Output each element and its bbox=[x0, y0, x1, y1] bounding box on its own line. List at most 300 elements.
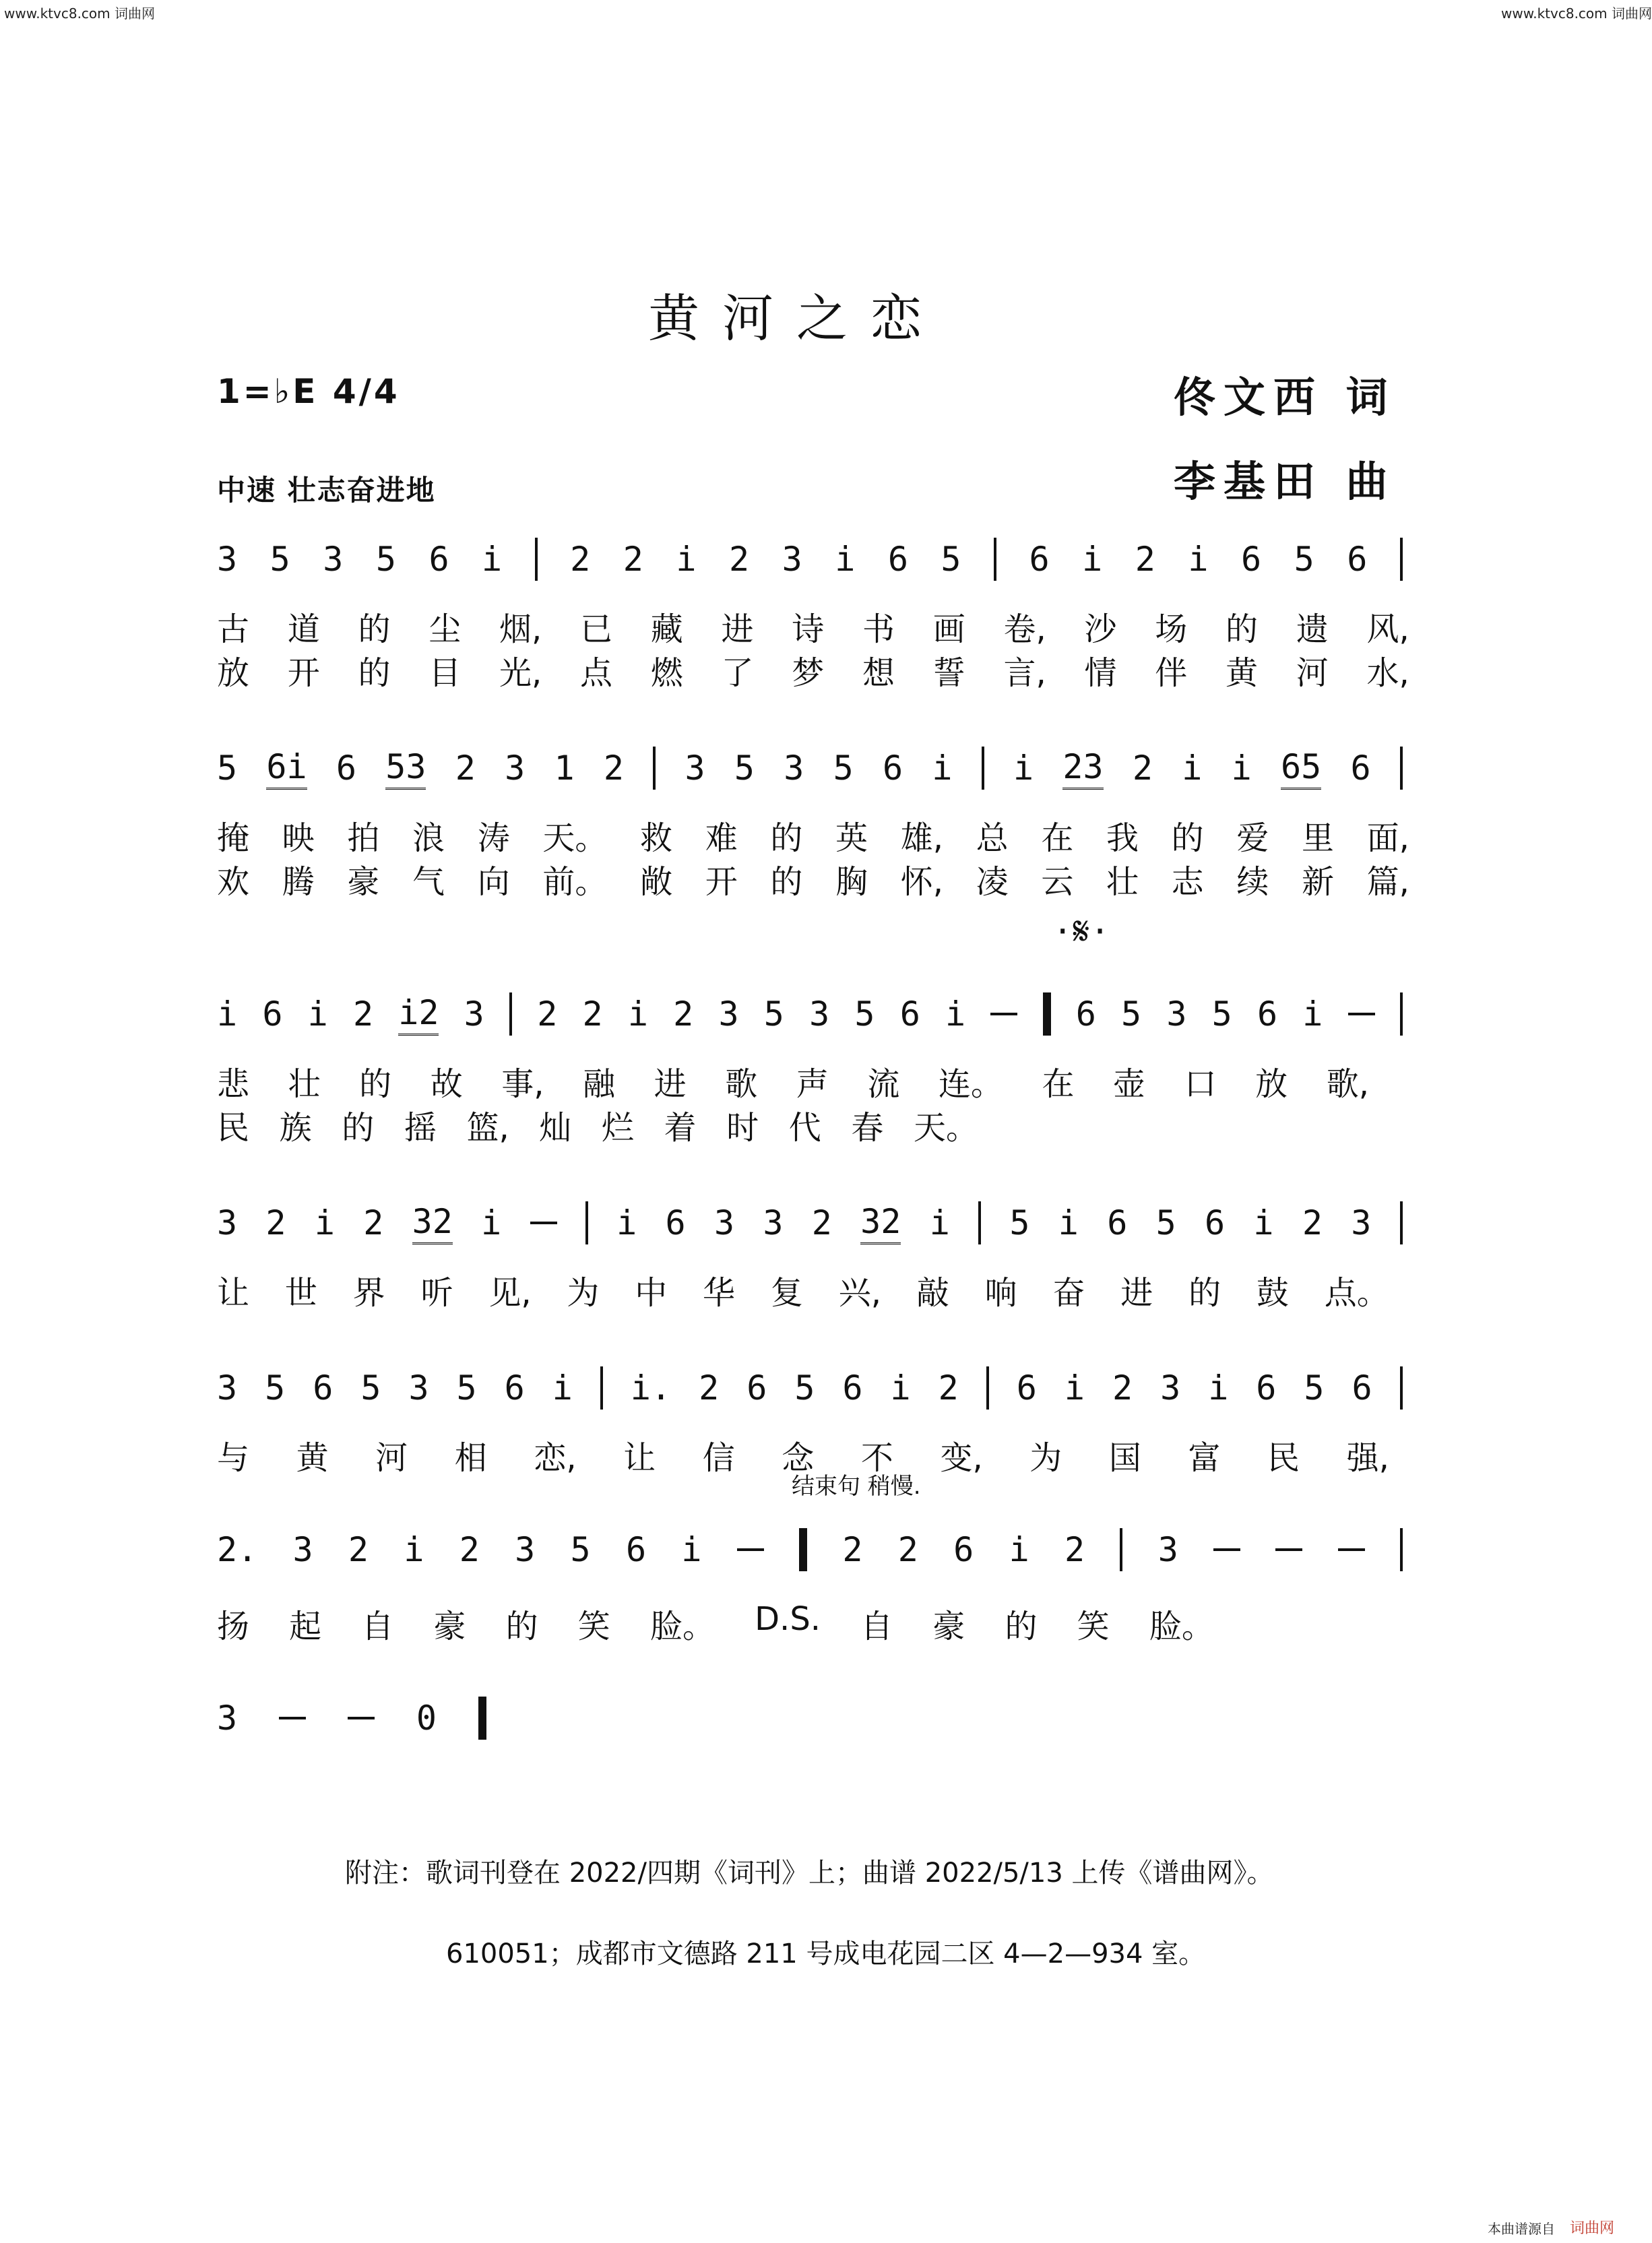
lyric-syllable: 英 bbox=[835, 819, 868, 857]
note: 2 bbox=[811, 1203, 832, 1242]
lyric-syllable: 光, bbox=[499, 654, 542, 692]
note: i bbox=[890, 1368, 911, 1408]
lyric-syllable: 让 bbox=[217, 1274, 250, 1312]
lyric-syllable: 界 bbox=[352, 1274, 385, 1312]
lyric-syllable: 脸。 bbox=[1149, 1608, 1214, 1645]
note: i bbox=[1082, 540, 1103, 579]
lyric-syllable: 的 bbox=[1171, 819, 1204, 857]
note: 32 bbox=[860, 1202, 901, 1244]
note: 1 bbox=[554, 749, 575, 788]
lyric-syllable: 时 bbox=[726, 1109, 759, 1147]
note: 3 bbox=[718, 994, 739, 1034]
lyric-syllable: 民 bbox=[1267, 1439, 1300, 1477]
note: i bbox=[1302, 994, 1323, 1034]
note: 5 bbox=[1009, 1203, 1030, 1242]
barline bbox=[585, 1201, 588, 1244]
lyric-syllable: 已 bbox=[580, 610, 613, 648]
note: 2 bbox=[1135, 540, 1155, 579]
note: 3 bbox=[217, 1699, 238, 1738]
lyric-syllable: 歌 bbox=[725, 1065, 758, 1103]
lyrics-row-3-verse-2 bbox=[217, 1102, 978, 1148]
note: 2 bbox=[348, 1530, 369, 1569]
lyric-syllable: 春 bbox=[851, 1109, 884, 1147]
note: 0 bbox=[416, 1699, 437, 1738]
sustain-dash bbox=[530, 1222, 557, 1224]
lyric-syllable: 怀, bbox=[900, 863, 943, 901]
note: i. bbox=[630, 1368, 672, 1408]
note: 5 bbox=[269, 540, 290, 579]
sustain-dash bbox=[737, 1548, 764, 1551]
note: 5 bbox=[1304, 1368, 1325, 1408]
note: 2 bbox=[938, 1368, 959, 1408]
note: 6 bbox=[1257, 994, 1278, 1034]
lyric-syllable: 河 bbox=[1296, 654, 1329, 692]
sustain-dash bbox=[1275, 1548, 1302, 1551]
lyric-syllable: 连。 bbox=[938, 1065, 1003, 1103]
note: 3 bbox=[782, 540, 802, 579]
note: i bbox=[1231, 749, 1252, 788]
lyric-syllable: 新 bbox=[1302, 863, 1335, 901]
lyric-syllable: 开 bbox=[705, 863, 738, 901]
note: 3 bbox=[323, 540, 344, 579]
lyric-syllable: 在 bbox=[1042, 1065, 1075, 1103]
note: 2 bbox=[728, 540, 750, 579]
footer-address: 610051；成都市文德路 211 号成电花园二区 4—2—934 室。 bbox=[446, 1938, 1206, 1969]
notation-row-1 bbox=[217, 532, 1403, 586]
notation-row-3 bbox=[217, 987, 1403, 1041]
lyric-syllable: 敲 bbox=[916, 1274, 949, 1312]
note: 6 bbox=[1075, 994, 1096, 1034]
note: i bbox=[404, 1530, 424, 1569]
note: i bbox=[1188, 540, 1209, 579]
note: 3 bbox=[515, 1530, 536, 1569]
lyric-syllable: 总 bbox=[976, 819, 1009, 857]
lyric-syllable: 让 bbox=[623, 1439, 656, 1477]
lyric-syllable: 难 bbox=[705, 819, 738, 857]
barline bbox=[1043, 992, 1051, 1036]
note: 6 bbox=[665, 1203, 686, 1242]
lyric-syllable: 与 bbox=[217, 1439, 250, 1477]
note: 2 bbox=[582, 994, 603, 1034]
note: 2 bbox=[459, 1530, 480, 1569]
barline bbox=[982, 747, 984, 790]
note: 3 bbox=[809, 994, 830, 1034]
note: 6 bbox=[899, 994, 920, 1034]
note: 6 bbox=[262, 994, 283, 1034]
note: 6 bbox=[953, 1530, 974, 1569]
note: 3 bbox=[685, 749, 705, 788]
lyric-syllable: 脸。 bbox=[649, 1608, 715, 1645]
note: 2 bbox=[363, 1203, 384, 1242]
note: 6 bbox=[1347, 540, 1368, 579]
note: 32 bbox=[412, 1202, 453, 1244]
lyric-syllable: 篮, bbox=[466, 1109, 509, 1147]
note: i bbox=[482, 540, 503, 579]
lyric-syllable: 书 bbox=[862, 610, 895, 648]
barline bbox=[600, 1366, 603, 1410]
barline bbox=[509, 992, 512, 1036]
lyric-syllable: 的 bbox=[358, 610, 391, 648]
lyric-syllable: 摇 bbox=[404, 1109, 437, 1147]
lyric-syllable: 烟, bbox=[499, 610, 542, 648]
lyric-syllable: 不 bbox=[860, 1439, 893, 1477]
barline bbox=[1400, 1528, 1403, 1571]
note: 5 bbox=[833, 749, 854, 788]
lyric-syllable: 涛 bbox=[477, 819, 510, 857]
lyric-syllable: 中 bbox=[635, 1274, 668, 1312]
note: 53 bbox=[385, 747, 426, 790]
barline bbox=[535, 538, 538, 581]
lyric-syllable: 黄 bbox=[296, 1439, 329, 1477]
note: 6 bbox=[1029, 540, 1050, 579]
lyric-syllable: 凌 bbox=[976, 863, 1009, 901]
note: 6 bbox=[1350, 749, 1371, 788]
note: 6 bbox=[1256, 1368, 1277, 1408]
lyric-syllable: 豪 bbox=[347, 863, 380, 901]
lyric-syllable: 为 bbox=[567, 1274, 600, 1312]
barline bbox=[1400, 1366, 1403, 1410]
lyric-syllable: 画 bbox=[932, 610, 965, 648]
lyric-syllable: 尘 bbox=[428, 610, 462, 648]
lyric-syllable: 道 bbox=[287, 610, 320, 648]
lyric-syllable: 爱 bbox=[1236, 819, 1269, 857]
barline bbox=[978, 1201, 981, 1244]
barline bbox=[986, 1366, 989, 1410]
note: 2 bbox=[537, 994, 558, 1034]
note: 5 bbox=[375, 540, 396, 579]
lyric-syllable: 向 bbox=[477, 863, 510, 901]
note: i bbox=[1208, 1368, 1229, 1408]
note: 3 bbox=[1166, 994, 1187, 1034]
note: 6 bbox=[882, 749, 903, 788]
note: i bbox=[932, 749, 953, 788]
note: i bbox=[1058, 1203, 1079, 1242]
barline bbox=[1400, 538, 1403, 581]
lyric-syllable: 沙 bbox=[1084, 610, 1117, 648]
note: i bbox=[1009, 1530, 1029, 1569]
note: i bbox=[217, 994, 238, 1034]
lyric-syllable: 的 bbox=[359, 1065, 392, 1103]
lyric-syllable: 笑 bbox=[577, 1608, 610, 1645]
ending-phrase-note: 结束句 稍慢. bbox=[792, 1473, 921, 1500]
lyric-syllable: 念 bbox=[782, 1439, 815, 1477]
lyric-syllable: 梦 bbox=[792, 654, 825, 692]
note: i bbox=[627, 994, 648, 1034]
note: 3 bbox=[408, 1368, 429, 1408]
watermark-top-left: www.ktvc8.com 词曲网 bbox=[4, 5, 156, 22]
note: 2 bbox=[897, 1530, 918, 1569]
lyric-syllable: 开 bbox=[287, 654, 320, 692]
lyric-syllable: 信 bbox=[702, 1439, 735, 1477]
note: 2 bbox=[1132, 749, 1153, 788]
note: 3 bbox=[1351, 1203, 1372, 1242]
sustain-dash bbox=[279, 1717, 306, 1719]
lyric-syllable: 面, bbox=[1366, 819, 1409, 857]
note: 2 bbox=[699, 1368, 720, 1408]
notation-row-5 bbox=[217, 1361, 1403, 1415]
lyric-syllable: 的 bbox=[1005, 1608, 1038, 1645]
lyric-syllable: 敞 bbox=[640, 863, 673, 901]
lyric-syllable: 变, bbox=[940, 1439, 983, 1477]
note: 3 bbox=[464, 994, 484, 1034]
lyric-syllable: 天。 bbox=[913, 1109, 978, 1147]
lyric-syllable: 腾 bbox=[282, 863, 315, 901]
lyric-syllable: 的 bbox=[358, 654, 391, 692]
lyric-syllable: 的 bbox=[342, 1109, 375, 1147]
lyric-syllable: 的 bbox=[505, 1608, 538, 1645]
lyric-syllable: 天。 bbox=[542, 819, 608, 857]
lyric-syllable: 雄, bbox=[900, 819, 943, 857]
note: 6 bbox=[887, 540, 908, 579]
lyric-syllable: 放 bbox=[1255, 1065, 1288, 1103]
watermark-top-right: www.ktvc8.com 词曲网 bbox=[1501, 5, 1652, 22]
note: 5 bbox=[217, 749, 238, 788]
note: 6 bbox=[1205, 1203, 1226, 1242]
note: 5 bbox=[570, 1530, 591, 1569]
note: 3 bbox=[713, 1203, 735, 1242]
note: 3 bbox=[292, 1530, 313, 1569]
lyric-syllable: 水, bbox=[1366, 654, 1409, 692]
note: 5 bbox=[456, 1368, 477, 1408]
lyric-syllable: 相 bbox=[454, 1439, 487, 1477]
note: 2 bbox=[842, 1530, 863, 1569]
lyric-syllable: 壮 bbox=[1106, 863, 1139, 901]
lyric-syllable: 奋 bbox=[1052, 1274, 1085, 1312]
note: 2 bbox=[265, 1203, 286, 1242]
lyrics-row-2-verse-2 bbox=[217, 856, 1409, 902]
note: 6 bbox=[625, 1530, 647, 1569]
lyric-syllable: 族 bbox=[279, 1109, 312, 1147]
lyric-syllable: 歌, bbox=[1326, 1065, 1369, 1103]
note: 5 bbox=[1211, 994, 1232, 1034]
lyric-syllable: 河 bbox=[375, 1439, 408, 1477]
lyric-syllable: 气 bbox=[412, 863, 445, 901]
lyrics-row-3-verse-1 bbox=[217, 1058, 1369, 1104]
note: 3 bbox=[784, 749, 804, 788]
lyric-syllable: 点。 bbox=[1324, 1274, 1389, 1312]
lyric-syllable: 点 bbox=[580, 654, 613, 692]
lyric-syllable: 诗 bbox=[792, 610, 825, 648]
barline bbox=[1400, 747, 1403, 790]
note: 6 bbox=[746, 1368, 767, 1408]
tempo-marking: 中速 壮志奋进地 bbox=[217, 474, 436, 507]
note: 6 bbox=[428, 540, 449, 579]
lyric-syllable: 强, bbox=[1346, 1439, 1389, 1477]
lyric-syllable: 声 bbox=[796, 1065, 829, 1103]
sustain-dash bbox=[1348, 1013, 1375, 1015]
note: i bbox=[314, 1203, 335, 1242]
sustain-dash bbox=[990, 1013, 1017, 1015]
note: 6i bbox=[266, 747, 307, 790]
lyric-syllable: 的 bbox=[770, 819, 803, 857]
note: i bbox=[676, 540, 697, 579]
note: 2 bbox=[352, 994, 374, 1034]
note: 3 bbox=[763, 1203, 784, 1242]
note: i bbox=[681, 1530, 702, 1569]
lyric-syllable: 鼓 bbox=[1256, 1274, 1289, 1312]
note: 6 bbox=[1016, 1368, 1037, 1408]
lyric-syllable: 扬 bbox=[217, 1608, 250, 1645]
sustain-dash bbox=[1338, 1548, 1365, 1551]
barline bbox=[994, 538, 996, 581]
lyric-syllable: 我 bbox=[1106, 819, 1139, 857]
note: 5 bbox=[794, 1368, 815, 1408]
note: 5 bbox=[265, 1368, 286, 1408]
lyric-syllable: 云 bbox=[1041, 863, 1074, 901]
lyric-syllable: 卷, bbox=[1003, 610, 1046, 648]
lyric-syllable: 遗 bbox=[1296, 610, 1329, 648]
lyric-syllable: 的 bbox=[770, 863, 803, 901]
lyric-syllable: 悲 bbox=[217, 1065, 250, 1103]
barline bbox=[653, 747, 656, 790]
note: 65 bbox=[1281, 747, 1321, 790]
note: 5 bbox=[1294, 540, 1314, 579]
lyric-syllable: 志 bbox=[1171, 863, 1204, 901]
lyric-syllable: 壮 bbox=[288, 1065, 321, 1103]
note: 6 bbox=[842, 1368, 863, 1408]
lyric-syllable: 在 bbox=[1041, 819, 1074, 857]
lyric-syllable: 想 bbox=[862, 654, 895, 692]
lyrics-row-1-verse-2 bbox=[217, 647, 1409, 693]
lyric-syllable: 民 bbox=[217, 1109, 250, 1147]
note: 5 bbox=[1155, 1203, 1176, 1242]
note: 2 bbox=[1302, 1203, 1323, 1242]
note: 6 bbox=[1107, 1203, 1128, 1242]
lyric-syllable: 故 bbox=[430, 1065, 463, 1103]
note: 5 bbox=[941, 540, 961, 579]
note: 2 bbox=[570, 540, 591, 579]
note: 6 bbox=[504, 1368, 525, 1408]
note: i bbox=[1182, 749, 1203, 788]
note: i2 bbox=[398, 993, 439, 1036]
barline bbox=[478, 1697, 486, 1740]
note: 2 bbox=[673, 994, 694, 1034]
segno-mark: ·𝄋· bbox=[1056, 908, 1110, 954]
footer-note: 附注：歌词刊登在 2022/四期《词刊》上；曲谱 2022/5/13 上传《谱曲网》。 bbox=[345, 1858, 1274, 1889]
lyric-syllable: 欢 bbox=[217, 863, 250, 901]
lyric-syllable: 映 bbox=[282, 819, 315, 857]
lyric-syllable: 代 bbox=[788, 1109, 821, 1147]
note: i bbox=[307, 994, 328, 1034]
lyric-syllable: 进 bbox=[721, 610, 754, 648]
lyric-syllable: 世 bbox=[284, 1274, 317, 1312]
notation-row-6 bbox=[217, 1523, 1403, 1577]
lyric-syllable: 场 bbox=[1155, 610, 1188, 648]
lyric-syllable: 进 bbox=[654, 1065, 687, 1103]
note: 6 bbox=[313, 1368, 333, 1408]
note: i bbox=[945, 994, 966, 1034]
lyric-syllable: 为 bbox=[1029, 1439, 1062, 1477]
lyric-syllable: 见, bbox=[488, 1274, 532, 1312]
note: i bbox=[1064, 1368, 1085, 1408]
note: 5 bbox=[360, 1368, 381, 1408]
note: 3 bbox=[217, 540, 238, 579]
lyric-syllable: 笑 bbox=[1077, 1608, 1110, 1645]
lyric-syllable: 燃 bbox=[650, 654, 683, 692]
lyric-syllable: 黄 bbox=[1226, 654, 1259, 692]
lyric-syllable: 言, bbox=[1003, 654, 1046, 692]
lyric-syllable: 响 bbox=[984, 1274, 1017, 1312]
lyric-syllable: 进 bbox=[1120, 1274, 1153, 1312]
lyric-syllable: 口 bbox=[1184, 1065, 1217, 1103]
note: i bbox=[1253, 1203, 1274, 1242]
note: i bbox=[481, 1203, 502, 1242]
note: 6 bbox=[1352, 1368, 1372, 1408]
lyric-syllable: 着 bbox=[664, 1109, 697, 1147]
lyric-syllable: 听 bbox=[420, 1274, 453, 1312]
lyric-syllable: 兴, bbox=[838, 1274, 881, 1312]
lyric-syllable: 的 bbox=[1188, 1274, 1221, 1312]
barline bbox=[1400, 1201, 1403, 1244]
note: 2 bbox=[603, 749, 624, 788]
note: 5 bbox=[1121, 994, 1142, 1034]
note: 5 bbox=[854, 994, 875, 1034]
lyric-syllable: 誓 bbox=[932, 654, 965, 692]
notation-row-4 bbox=[217, 1196, 1403, 1250]
note: 23 bbox=[1062, 747, 1103, 790]
note: 5 bbox=[763, 994, 784, 1034]
note: 2 bbox=[623, 540, 643, 579]
note: 3 bbox=[1157, 1530, 1178, 1569]
barline bbox=[1120, 1528, 1122, 1571]
note: 2. bbox=[217, 1530, 258, 1569]
lyric-syllable: 融 bbox=[583, 1065, 616, 1103]
lyric-syllable: 风, bbox=[1366, 610, 1409, 648]
lyric-syllable: 流 bbox=[867, 1065, 900, 1103]
composer-credit: 李基田 曲 bbox=[1174, 457, 1396, 506]
lyric-syllable: 复 bbox=[770, 1274, 803, 1312]
notation-row-2 bbox=[217, 741, 1403, 795]
lyric-syllable: 国 bbox=[1108, 1439, 1141, 1477]
note: 5 bbox=[734, 749, 755, 788]
note: i bbox=[1013, 749, 1034, 788]
lyric-syllable: 藏 bbox=[650, 610, 683, 648]
lyric-syllable: 富 bbox=[1188, 1439, 1221, 1477]
note: 3 bbox=[505, 749, 526, 788]
lyric-syllable: 起 bbox=[289, 1608, 322, 1645]
lyricist-credit: 佟文西 词 bbox=[1174, 373, 1396, 422]
lyric-syllable: 恋, bbox=[534, 1439, 577, 1477]
lyric-syllable: 目 bbox=[428, 654, 462, 692]
key-signature: 1=♭E 4/4 bbox=[217, 372, 400, 411]
lyric-syllable: 壶 bbox=[1113, 1065, 1146, 1103]
note: i bbox=[616, 1203, 637, 1242]
lyric-syllable: D.S. bbox=[755, 1600, 821, 1638]
lyric-syllable: 烂 bbox=[601, 1109, 634, 1147]
watermark-bottom-right: 本曲谱源自 bbox=[1488, 2221, 1555, 2237]
lyric-syllable: 浪 bbox=[412, 819, 445, 857]
barline bbox=[1400, 992, 1403, 1036]
lyrics-row-4 bbox=[217, 1267, 1389, 1313]
lyric-syllable: 掩 bbox=[217, 819, 250, 857]
notation-row-7 bbox=[217, 1691, 486, 1745]
note: 2 bbox=[1112, 1368, 1133, 1408]
note: 2 bbox=[455, 749, 476, 788]
note: 6 bbox=[336, 749, 356, 788]
lyrics-row-2-verse-1 bbox=[217, 812, 1409, 858]
lyric-syllable: 了 bbox=[721, 654, 754, 692]
note: i bbox=[929, 1203, 950, 1242]
lyrics-row-6 bbox=[217, 1600, 1214, 1647]
lyric-syllable: 胸 bbox=[835, 863, 868, 901]
note: 3 bbox=[1160, 1368, 1181, 1408]
watermark-bottom-logo: 词曲网 bbox=[1570, 2220, 1615, 2237]
sustain-dash bbox=[1213, 1548, 1240, 1551]
lyric-syllable: 续 bbox=[1236, 863, 1269, 901]
lyric-syllable: 华 bbox=[703, 1274, 736, 1312]
lyric-syllable: 伴 bbox=[1155, 654, 1188, 692]
lyric-syllable: 豪 bbox=[433, 1608, 466, 1645]
